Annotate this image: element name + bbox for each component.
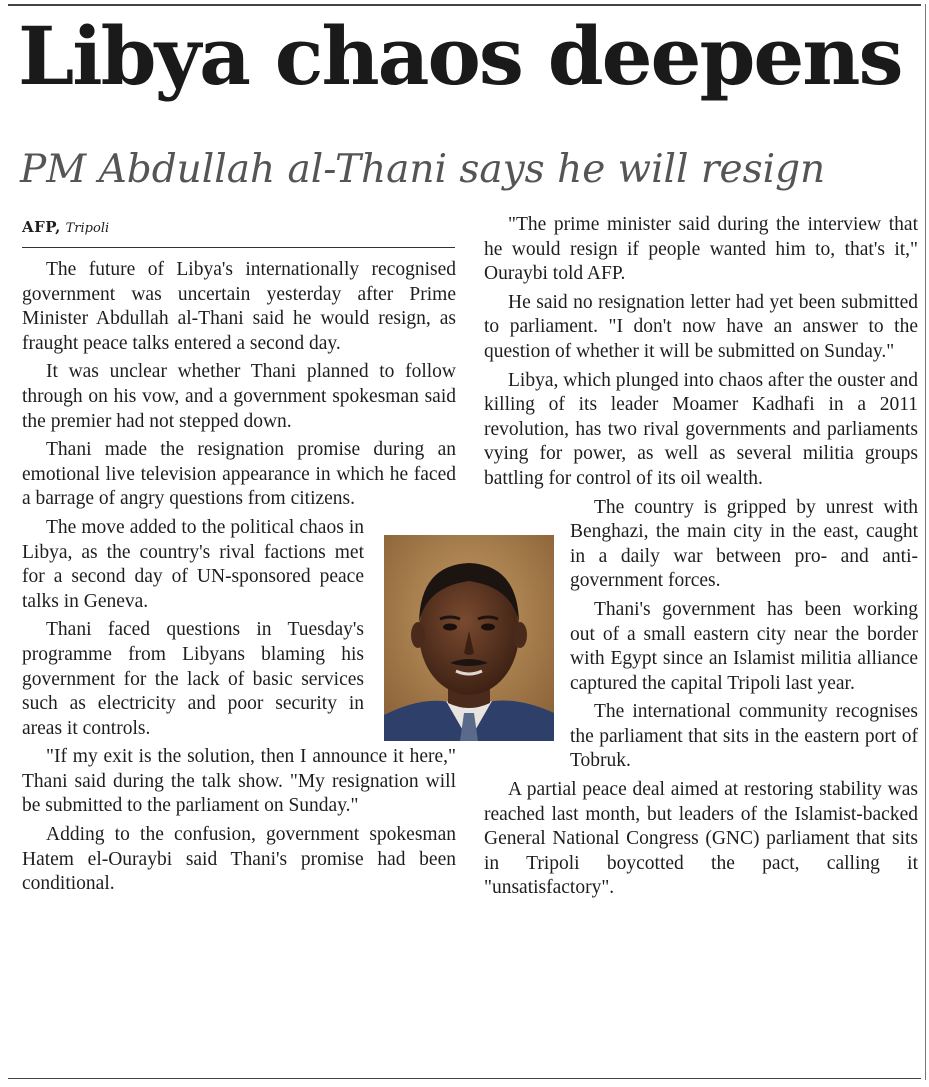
bottom-border-rule: [8, 1078, 921, 1079]
portrait-photo-icon: [384, 535, 554, 741]
paragraph: Thani made the resignation promise during an emotional live television appearance in which he faced a barrage of angry questions from citizens.: [22, 439, 456, 510]
paragraph: The future of Libya's internationally recognised government was uncertain yesterday after Prime Minister Abdullah al-Thani said he would resign, as fraught peace talks entered a second day.: [22, 259, 456, 354]
portrait-illustration: [384, 535, 554, 741]
byline-location: Tripoli: [65, 221, 110, 236]
byline-agency: AFP,: [22, 218, 61, 236]
paragraph: Thani's government has been working out of a small eastern city near the border with Egypt since an Islamist militia alliance captured the capital Tripoli last year.: [570, 598, 918, 694]
paragraph: Libya, which plunged into chaos after the ouster and killing of its leader Moamer Kadhafi in a 2011 revolution, has two rival governments and parliaments vying for power, as well as several militia groups battling for control of its oil wealth.: [484, 369, 918, 489]
byline-divider: [22, 247, 455, 248]
paragraph: "If my exit is the solution, then I announce it here," Thani said during the talk show. "My resignation will be submitted to the parliament on Sunday.": [22, 746, 456, 817]
top-border-rule: [8, 4, 921, 6]
paragraph: The international community recognises the parliament that sits in the eastern port of Tobruk.: [570, 701, 918, 772]
paragraph: It was unclear whether Thani planned to follow through on his vow, and a government spokesman said the premier had not stepped down.: [22, 361, 456, 432]
paragraph: "The prime minister said during the interview that he would resign if people wanted him to, that's it," Ouraybi told AFP.: [484, 214, 918, 285]
paragraph: He said no resignation letter had yet been submitted to parliament. "I don't now have an answer to the question of whether it will be submitted on Sunday.": [484, 291, 918, 362]
byline: [22, 217, 462, 239]
headline: Libya chaos deepens: [18, 9, 902, 103]
paragraph: Adding to the confusion, government spokesman Hatem el-Ouraybi said Thani's promise had been conditional.: [22, 824, 456, 895]
paragraph: The move added to the political chaos in Libya, as the country's rival factions met for a second day of UN-sponsored peace talks in Geneva.: [22, 516, 364, 612]
right-border-rule: [925, 4, 926, 1080]
paragraph: Thani faced questions in Tuesday's programme from Libyans blaming his government for the lack of basic services such as electricity and poor security in areas it controls.: [22, 619, 364, 739]
paragraph: A partial peace deal aimed at restoring stability was reached last month, but leaders of the Islamist-backed General National Congress (GNC) parliament that sits in Tripoli boycotted the pact, calling it "unsatisfactory".: [484, 779, 918, 899]
subheadline: PM Abdullah al-Thani says he will resign: [20, 147, 826, 192]
paragraph: The country is gripped by unrest with Benghazi, the main city in the east, caught in a daily war between pro- and anti-government forces.: [570, 496, 918, 592]
